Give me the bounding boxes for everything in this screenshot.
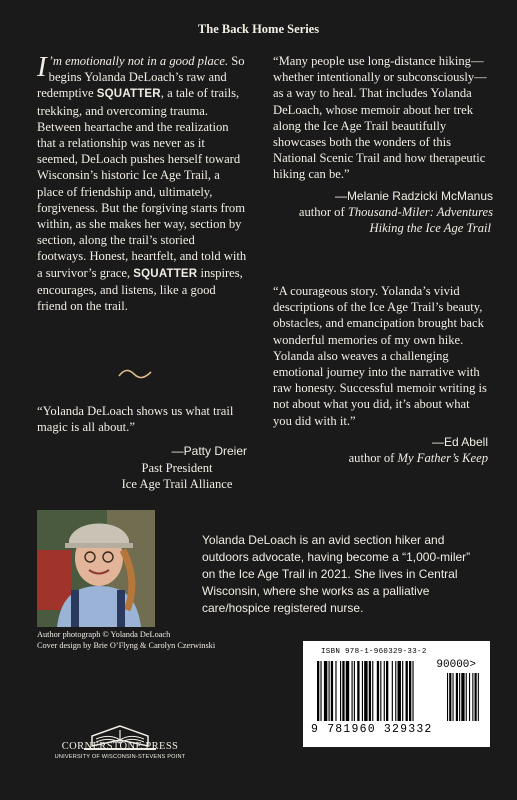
opening-quote: ’m emotionally not in a good place. xyxy=(48,54,229,68)
isbn-number: ISBN 978-1-960329-33-2 xyxy=(321,648,427,656)
book-title-2: SQUATTER xyxy=(133,267,198,280)
blurb-text-3: inspires, encourages, and listens, like a good friend on the trail. xyxy=(37,265,243,314)
barcode-bar xyxy=(362,661,363,721)
barcode-bar xyxy=(406,661,408,721)
flourish-ornament xyxy=(118,367,152,381)
author-photo-illustration xyxy=(37,510,155,627)
barcode-addon-bar xyxy=(456,673,458,721)
barcode-bar xyxy=(398,661,401,721)
barcode-bar xyxy=(384,661,385,721)
barcode-bar xyxy=(364,661,367,721)
quote-text: “Yolanda DeLoach shows us what trail magic is all about.” xyxy=(37,404,234,435)
quote-author-prefix: author of xyxy=(348,451,398,466)
barcode-bar xyxy=(317,661,319,721)
barcode-addon-bar xyxy=(447,673,448,721)
quote-book-title: My Father’s Keep xyxy=(397,451,488,466)
barcode-bar xyxy=(354,661,355,721)
design-credit: Cover design by Brie O’Flyng & Carolyn Czerwinski xyxy=(37,641,216,650)
barcode xyxy=(303,641,490,747)
price-code: 90000> xyxy=(436,659,476,671)
barcode-addon-bar xyxy=(459,673,460,721)
blurb-text-2: , a tale of trails, trekking, and overcoming trauma. Between heartache and the realization that a relationship was never as it seemed, DeLoach pushes herself toward Wisconsin’s historic Ice Age Trail, a place of friendship and, ultimately, forgiveness. But the forgiving starts from within, as she makes her way, section by section, along the trail’s storied footways. Honest, heartfelt, and told with a survivor’s grace, xyxy=(37,86,247,280)
barcode-bar xyxy=(352,661,353,721)
barcode-bar xyxy=(324,661,327,721)
barcode-addon-bar xyxy=(449,673,451,721)
barcode-bar xyxy=(372,661,373,721)
barcode-bar xyxy=(392,661,393,721)
barcode-addon-bar xyxy=(466,673,467,721)
quote-book-title-2: Hiking the Ice Age Trail xyxy=(369,221,491,236)
barcode-digits: 9 781960 329332 xyxy=(311,723,433,736)
barcode-bar xyxy=(320,661,321,721)
quote-author-prefix: author of xyxy=(298,204,348,219)
series-name: The Back Home Series xyxy=(197,22,320,36)
cornerstone-press-logo xyxy=(40,710,200,770)
barcode-addon-bar xyxy=(478,673,479,721)
quote-book-title: Thousand-Miler: Adventures xyxy=(347,204,493,219)
quote-text: “A courageous story. Yolanda’s vivid descriptions of the Ice Age Trail’s beauty, obstacles, and emancipation brought back wonderful memories of my own hike. Yolanda also weaves a challenging emotional journey into the narrative with raw honesty. Successful memoir writing is not about what you did, it’s about what you did with it.” xyxy=(273,284,487,428)
barcode-bar xyxy=(369,661,371,721)
testimonial-abell xyxy=(273,283,488,466)
photo-credit: Author photograph © Yolanda DeLoach xyxy=(37,630,171,639)
barcode-bar xyxy=(402,661,403,721)
barcode-bar xyxy=(335,661,336,721)
quote-author-org: Ice Age Trail Alliance xyxy=(121,476,233,491)
testimonial-mcmanus xyxy=(273,53,493,236)
barcode-addon-bar xyxy=(475,673,477,721)
barcode-addon-bar xyxy=(461,673,464,721)
barcode-bar xyxy=(357,661,359,721)
quote-author: —Patty Dreier xyxy=(171,444,247,459)
quote-author-title: Past President xyxy=(141,460,213,475)
barcode-addon-bar xyxy=(472,673,473,721)
barcode-addon-bar xyxy=(469,673,470,721)
barcode-bar xyxy=(346,661,349,721)
quote-text: “Many people use long-distance hiking—whether intentionally or subconsciously—as a way to heal. That includes Yolanda DeLoach, whose memoir about her trek along the Ice Age Trail beautifully showcases both the wonders of this National Scenic Trail and how therapeutic hiking can be.” xyxy=(273,54,487,182)
barcode-bar xyxy=(380,661,381,721)
quote-author: —Ed Abell xyxy=(431,434,488,449)
barcode-bar xyxy=(340,661,341,721)
barcode-bar xyxy=(342,661,344,721)
publisher-university: UNIVERSITY OF WISCONSIN-STEVENS POINT xyxy=(54,754,186,760)
credits xyxy=(37,629,277,651)
barcode-bar xyxy=(386,661,388,721)
barcode-bar xyxy=(409,661,411,721)
testimonial-dreier xyxy=(37,403,247,492)
barcode-bar xyxy=(377,661,379,721)
author-photo xyxy=(37,510,155,627)
book-description xyxy=(37,53,247,314)
author-bio: Yolanda DeLoach is an avid section hiker and outdoors advocate, having become a “1,000-miler” on the Ice Age Trail in 2021. She lives in Central Wisconsin, where she works as a palliative care/hospice registered nurse. xyxy=(202,533,471,615)
blurb-text-1: So begins Yolanda DeLoach’s raw and redemptive xyxy=(37,54,245,101)
barcode-addon-bar xyxy=(453,673,454,721)
barcode-bar xyxy=(395,661,396,721)
book-title-1: SQUATTER xyxy=(96,88,161,101)
drop-cap: I xyxy=(37,51,47,83)
publisher-name: CORNERSTONE PRESS xyxy=(61,741,179,752)
quote-author: —Melanie Radzicki McManus xyxy=(334,188,493,203)
barcode-bar xyxy=(331,661,333,721)
barcode-bars xyxy=(313,659,481,723)
barcode-bar xyxy=(412,661,413,721)
barcode-bar xyxy=(329,661,330,721)
